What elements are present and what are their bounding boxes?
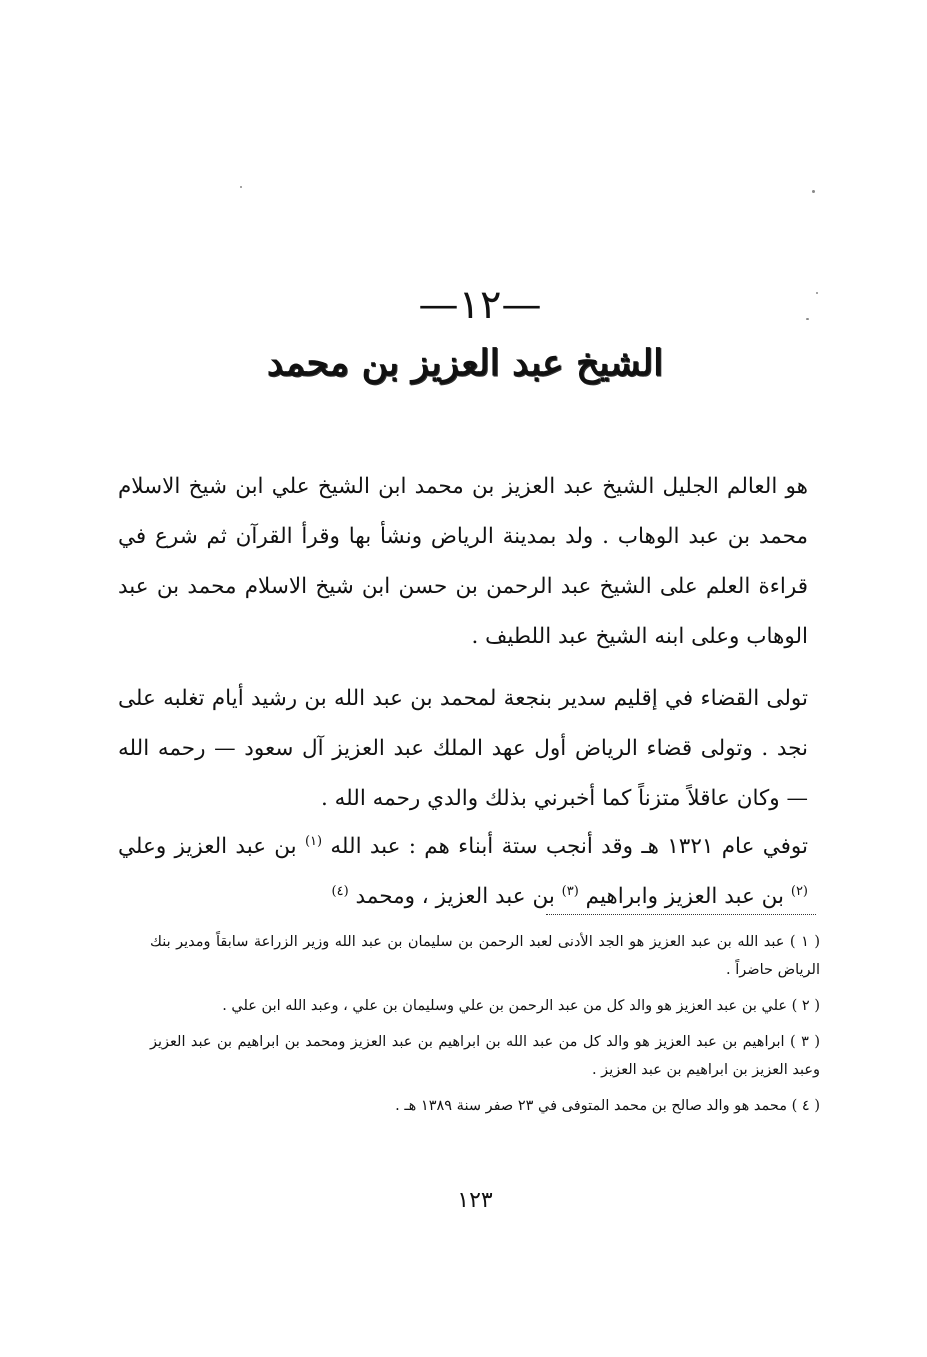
footnote-ref-4: (٤) — [331, 883, 349, 899]
footnote-ref-2: (٢) — [790, 883, 808, 899]
footnote-ref-3: (٣) — [561, 883, 579, 899]
body-paragraph-2: تولى القضاء في إقليم سدير بنجعة لمحمد بن عبد الله بن رشيد أيام تغلبه على نجد . وتولى قضاء الرياض أول عهد الملك عبد العزيز آل سعود — رحمه الله — وكان عاقلاً متزناً كما أخبرني بذلك والدي رحمه الله . — [118, 685, 808, 811]
paragraph-3-text-3: بن عبد العزيز وابراهيم — [585, 883, 785, 909]
scan-speck — [816, 292, 818, 294]
footnote-ref-1: (١) — [304, 833, 323, 849]
footnote-4: ( ٤ ) محمد هو والد صالح بن محمد المتوفى في ٢٣ صفر سنة ١٣٨٩ هـ . — [395, 1098, 820, 1114]
body-paragraph-1: هو العالم الجليل الشيخ عبد العزيز بن محمد ابن الشيخ علي ابن شيخ الاسلام محمد بن عبد الوهاب . ولد بمدينة الرياض ونشأ بها وقرأ القرآن ثم شرع في قراءة العلم على الشيخ عبد الرحمن بن حسن ابن شيخ الاسلام محمد بن عبد الوهاب وعلى ابنه الشيخ عبد اللطيف . — [118, 473, 808, 649]
paragraph-3-text-4: بن عبد العزيز ، ومحمد — [355, 883, 555, 909]
footnote-3: ( ٣ ) ابراهيم بن عبد العزيز هو والد كل من عبد الله بن ابراهيم بن عبد العزيز ومحمد بن ابراهيم بن عبد العزيز وعبد العزيز بن ابراهيم بن عبد العزيز . — [150, 1034, 820, 1078]
body-paragraph-3 — [118, 822, 808, 922]
page-number: ١٢٣ — [457, 1188, 493, 1213]
footnote-1: ( ١ ) عبد الله بن عبد العزيز هو الجد الأدنى لعبد الرحمن بن سليمان بن عبد الله وزير الزراعة سابقاً ومدير بنك الرياض حاضراً . — [150, 934, 820, 978]
scan-speck — [812, 190, 815, 193]
footnote-divider — [546, 914, 816, 915]
chapter-number: —١٢— — [418, 282, 542, 328]
footnote-2: ( ٢ ) علي بن عبد العزيز هو والد كل من عبد الرحمن بن علي وسليمان بن علي ، وعبد الله ابن علي . — [222, 998, 820, 1014]
paragraph-3-text-2: بن عبد العزيز وعلي — [118, 833, 297, 859]
scan-speck — [240, 186, 242, 188]
scan-speck — [806, 318, 809, 320]
chapter-title: الشيخ عبد العزيز بن محمد — [266, 342, 664, 384]
paragraph-3-text-1: توفي عام ١٣٢١ هـ وقد أنجب ستة أبناء هم : عبد الله — [330, 833, 808, 859]
footnotes — [150, 928, 820, 1128]
